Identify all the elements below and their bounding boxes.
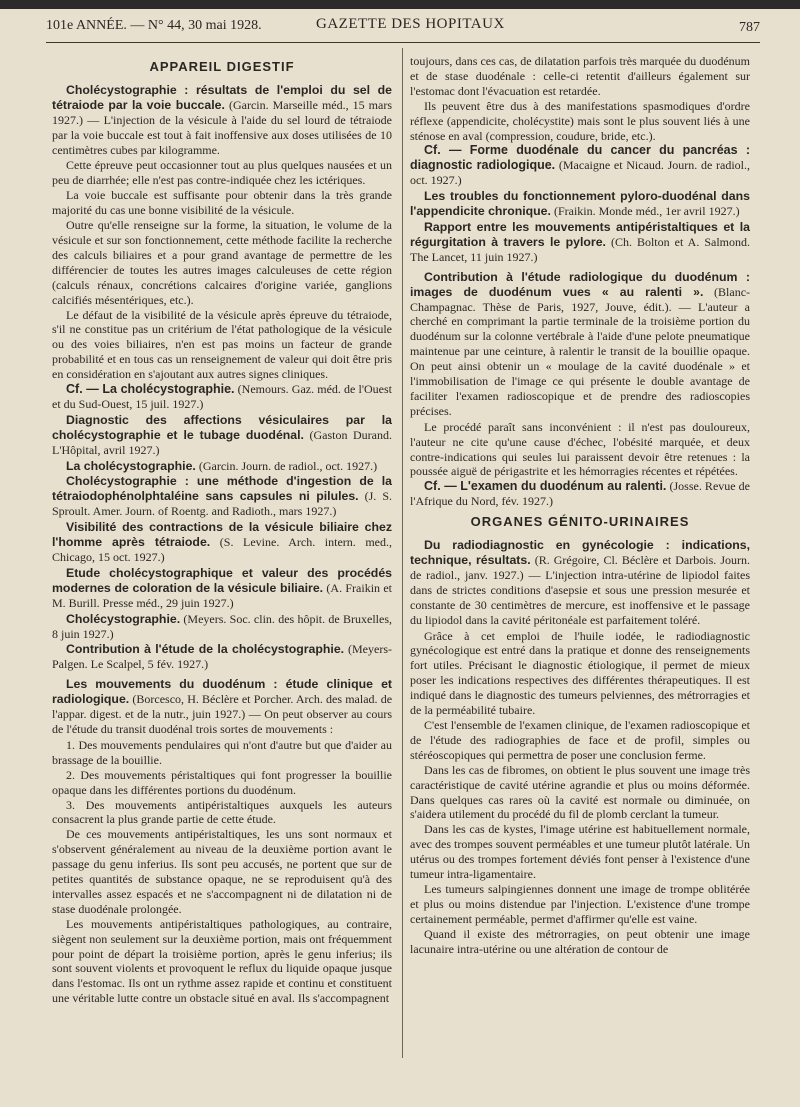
entry-reference: (Macaigne et Nicaud. Journ. de radiol., oct. 1927.) [410, 158, 751, 188]
right-column [410, 54, 750, 956]
bibliography-entry [52, 520, 392, 565]
journal-title: GAZETTE DES HOPITAUX [316, 16, 505, 32]
issue-info: 101e ANNÉE. — N° 44, 30 mai 1928. [46, 18, 262, 33]
left-column [52, 54, 392, 1006]
entry-reference: (Gaston Durand. L'Hôpital, avril 1927.) [52, 427, 393, 457]
bibliography-entry [52, 459, 392, 474]
paragraph: De ces mouvements antipéristaltiques, les uns sont normaux et s'observent généralement au niveau de la deuxième portion avant le passage du genu inferius. Ils sont peu accusés, ne portent que sur de petites quantités de substance opaque, ne se reproduisent qu'à des intervalles assez espacés et ne s'accompagnent ni de dilatation ni de stase duodénale prolongée. [52, 827, 392, 916]
bibliography-entry [410, 270, 750, 419]
entry-reference: (Ch. Bolton et A. Salmond. The Lancet, 11 juin 1927.) [410, 234, 750, 264]
entry-title: Du radiodiagnostic en gynécologie : indications, technique, résultats. [410, 538, 750, 567]
bibliography-entry [52, 474, 392, 519]
entry-reference: (Fraikin. Monde méd., 1er avril 1927.) [553, 204, 740, 219]
bibliography-entry [52, 612, 392, 642]
paragraph: Grâce à cet emploi de l'huile iodée, le radiodiagnostic gynécologique est entré dans la pratique et donne des renseignements fort utiles. Précisant le diagnostic étiologique, il permet de mieux poser les indications respectives des différentes thérapeutiques. Il est indiqué dans le diagnostic des tumeurs pelviennes, des métrorragies et de la perméabilité tubaire. [410, 628, 750, 718]
numbered-item: 3. Des mouvements antipéristaltiques auxquels les auteurs consacrent la plus grande partie de cette étude. [52, 797, 392, 827]
entry-reference: (Blanc-Champagnac. Thèse de Paris, 1927, Jouve, édit.). — L'auteur a cherché en comprimant la partie terminale de la troisième portion du duodénum sur la colonne vertébrale à l'aide d'une pelote pneumatique maintenue par une ceinture, à ralentir le transit de la bouillie opaque. On peut ainsi obtenir un « moulage de la cavité duodénale » et l'immobilisation de l'image ce qui présente le double avantage de faciliter l'examen radioscopique et de prendre des radioscopies précises. [410, 284, 751, 418]
entry-title: Contribution à l'étude de la cholécystographie. [66, 642, 345, 657]
paragraph: C'est l'ensemble de l'examen clinique, de l'examen radioscopique et de l'étude des radiographies de face et de profil, simples ou stéréoscopiques qui permettra de poser une conclusion ferme. [410, 717, 750, 762]
paragraph: Les tumeurs salpingiennes donnent une image de trompe oblitérée et plus ou moins distendue par l'injection. L'existence d'une trompe certainement perméable, permet d'affirmer qu'elle est vaine. [410, 881, 750, 926]
cross-reference [52, 382, 392, 412]
bibliography-entry [52, 83, 392, 158]
bibliography-entry [52, 413, 392, 458]
entry-title: Cholécystographie : résultats de l'emploi du sel de tétraiode par la voie buccale. [52, 82, 392, 112]
paragraph: toujours, dans ces cas, de dilatation parfois très marquée du duodénum et de stase duodénale : celle-ci retentit d'ailleurs également sur l'estomac dont l'évacuation est retardée. [410, 54, 750, 98]
entry-reference: (Josse. Revue de l'Afrique du Nord, fév. 1927.) [410, 479, 751, 509]
paragraph: Le procédé paraît sans inconvénient : il n'est pas douloureux, l'auteur ne cite qu'une cause d'échec, l'obésité marquée, et deux contre-indications qui seules lui paraissent devoir être retenues : la poussée aiguë de périgastrite et les hémorragies récentes et répétées. [410, 419, 750, 479]
entry-reference: (S. Levine. Arch. intern. med., Chicago, 15 oct. 1927.) [52, 535, 393, 564]
top-border [0, 0, 800, 9]
entry-reference: (Borcesco, H. Béclère et Porcher. Arch. des malad. de l'appar. digest. et de la nutr., juin 1927.) — On peut observer au cours de l'étude du transit duodénal trois sortes de mouvements : [52, 692, 393, 736]
entry-title: Cholécystographie : une méthode d'ingestion de la tétraiodophénolphtaléine sans capsules ni pilules. [52, 474, 392, 504]
bibliography-entry [52, 642, 392, 672]
entry-title: Diagnostic des affections vésiculaires par la cholécystographie et le tubage duodénal. [52, 412, 392, 442]
entry-title: Rapport entre les mouvements antipéristaltiques et la régurgitation à travers le pylore. [410, 219, 750, 249]
paragraph: Quand il existe des métrorragies, on peut obtenir une image lacunaire intra-utérine ou une altération de contour de [410, 926, 750, 956]
running-head [46, 12, 760, 42]
paragraph: Ils peuvent être dus à des manifestations spasmodiques d'ordre réflexe (appendicite, cholécystite) mais sont le plus souvent liés à une sténose en aval (compression, coudure, bride, etc.). [410, 98, 750, 143]
entry-title: Cf. — La cholécystographie. [66, 382, 235, 397]
entry-title: Etude cholécystographique et valeur des procédés modernes de coloration de la vésicule biliaire. [52, 565, 392, 595]
entry-title: La cholécystographie. [66, 458, 196, 473]
entry-title: Cholécystographie. [66, 611, 181, 626]
section-heading: ORGANES GÉNITO-URINAIRES [470, 514, 690, 530]
bibliography-entry [410, 189, 750, 219]
entry-reference: (Meyers-Palgen. Le Scalpel, 5 fév. 1927.) [52, 642, 392, 672]
entry-title: Cf. — L'examen du duodénum au ralenti. [424, 479, 667, 494]
entry-reference: (J. S. Sproult. Amer. Journ. of Roentg. and Radioth., mars 1927.) [52, 489, 393, 519]
entry-reference: (Garcin. Marseille méd., 15 mars 1927.) — L'injection de la vésicule à l'aide du sel lourd de tétraiode par la voie buccale est tout à fait inoffensive aux doses utilisées de 10 centimètres cubes par kilogramme. [52, 97, 393, 157]
entry-reference: (Nemours. Gaz. méd. de l'Ouest et du Sud-Ouest, 15 juil. 1927.) [52, 382, 392, 411]
page-number: 787 [739, 20, 760, 35]
bibliography-entry [410, 220, 750, 265]
section-heading: APPAREIL DIGESTIF [149, 59, 295, 74]
entry-reference: (A. Fraikin et M. Burill. Presse méd., 29 juin 1927.) [52, 580, 393, 610]
bibliography-entry [52, 566, 392, 611]
entry-title: Contribution à l'étude radiologique du duodénum : images de duodénum vues « au ralenti ». [410, 269, 750, 299]
paragraph: Les mouvements antipéristaltiques pathologiques, au contraire, siègent non seulement sur la deuxième portion, mais ont fréquemment pour point de départ la troisième portion, après le genu inferius; ils sont souvent violents et provoquent le reflux du liquide opaque jusque dans l'estomac. Ils ont un rythme assez rapide et continu et constituent une véritable lutte contre un obstacle situé en aval. Ils s'accompagnent [52, 916, 392, 1006]
paragraph: Dans les cas de fibromes, on obtient le plus souvent une image très caractéristique de cavité utérine agrandie et plus ou moins déformée. Dans quelques cas rares où la cavité est normale ou diminuée, on s'aidera utilement du procédé du fil de plomb cerclant la tumeur. [410, 762, 750, 822]
entry-title: Cf. — Forme duodénale du cancer du pancréas : diagnostic radiologique. [410, 143, 750, 173]
header-rule [46, 42, 760, 43]
cross-reference [410, 479, 750, 509]
bibliography-entry [52, 677, 392, 737]
numbered-item: 1. Des mouvements pendulaires qui n'ont d'autre but que d'aider au brassage de la bouillie. [52, 737, 392, 767]
entry-reference: (Meyers. Soc. clin. des hôpit. de Bruxelles, 8 juin 1927.) [52, 611, 392, 641]
entry-title: Les troubles du fonctionnement pyloro-duodénal dans l'appendicite chronique. [410, 189, 750, 219]
paragraph: Outre qu'elle renseigne sur la forme, la situation, le volume de la vésicule et sur son fonctionnement, cette méthode facilite la recherche des calculs biliaires et a pour grand avantage de permettre de les différencier de toutes les autres images calculeuses de cette région (calculs rénaux, concrétions calcaires d'origine variée, ganglions calcifiés mésentériques, etc.). [52, 218, 392, 307]
paragraph: Dans les cas de kystes, l'image utérine est habituellement normale, avec des trompes souvent perméables et une tumeur plutôt latérale. Un utérus ou des trompes fortement déviés font penser à l'existence d'une tumeur intra-ligamentaire. [410, 822, 750, 882]
cross-reference [410, 143, 750, 188]
bibliography-entry [410, 538, 750, 627]
paragraph: Le défaut de la visibilité de la vésicule après épreuve du tétraiode, s'il ne constitue pas un critérium de l'état pathologique de la vésicule ou des voies biliaires, n'en est pas moins un facteur de grande probabilité et en tous cas un renseignement de valeur qui doit être pris en considération en s'ajoutant aux autres signes cliniques. [52, 307, 392, 382]
entry-reference: (Garcin. Journ. de radiol., oct. 1927.) [198, 458, 378, 473]
column-divider [402, 48, 403, 1058]
entry-title: Les mouvements du duodénum : étude clinique et radiologique. [52, 677, 392, 707]
paragraph: La voie buccale est suffisante pour obtenir dans la très grande majorité du cas une bonne visibilité de la vésicule. [52, 188, 392, 218]
numbered-item: 2. Des mouvements péristaltiques qui font progresser la bouillie opaque dans les différentes portions du duodénum. [52, 767, 392, 797]
entry-title: Visibilité des contractions de la vésicule biliaire chez l'homme après tétraiode. [52, 520, 392, 550]
paragraph: Cette épreuve peut occasionner tout au plus quelques nausées et un peu de diarrhée; elle n'est pas contre-indiquée chez les ictériques. [52, 158, 392, 188]
entry-reference: (R. Grégoire, Cl. Béclère et Darbois. Journ. de radiol., janv. 1927.) — L'injection intra-utérine de lipiodol faites dans de strictes conditions d'asepsie et sous une pression mesurée et constante de 30 centimètres de mercure, est inoffensive et le passage du lipiodol dans la cavité péritonéale est parfaitement toléré. [410, 553, 750, 627]
